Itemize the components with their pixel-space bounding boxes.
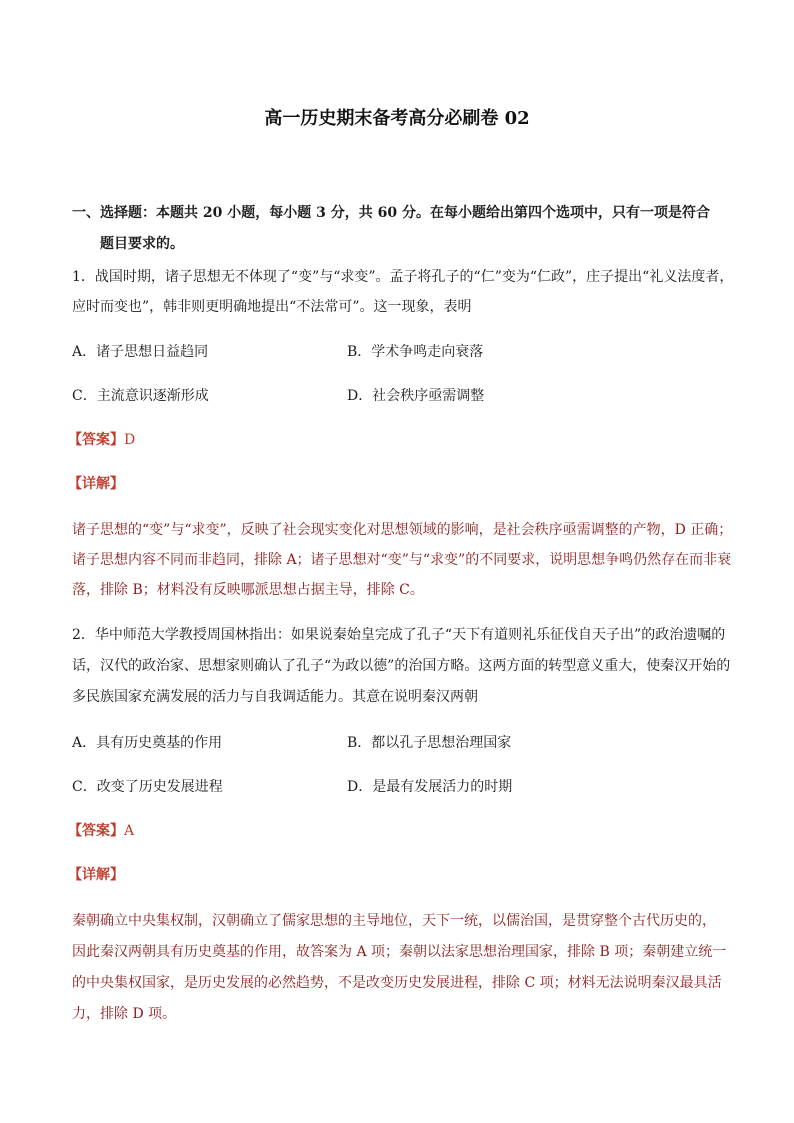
option-d: D．社会秩序亟需调整 bbox=[347, 388, 485, 404]
answer-row bbox=[68, 429, 135, 449]
answer-label: 【答案】 bbox=[68, 823, 124, 839]
question-stem-line: 1．战国时期，诸子思想无不体现了“变”与“求变”。孟子将孔子的“仁”变为“仁政”，庄子提出“礼义法度者， bbox=[72, 269, 734, 285]
explanation-line: 诸子思想内容不同而非趋同，排除 A；诸子思想对“变”与“求变”的不同要求，说明思想争鸣仍然存在而非衰 bbox=[72, 552, 732, 568]
question-stem-line: 话，汉代的政治家、思想家则确认了孔子“为政以德”的治国方略。这两方面的转型意义重大，使秦汉开始的 bbox=[72, 658, 731, 674]
detail-label: 【详解】 bbox=[68, 867, 124, 883]
explanation-line: 力，排除 D 项。 bbox=[72, 1006, 177, 1022]
option-b: B．都以孔子思想治理国家 bbox=[347, 735, 512, 751]
section-instruction-line-2: 题目要求的。 bbox=[100, 236, 184, 252]
answer-label: 【答案】 bbox=[68, 432, 124, 448]
option-a: A．诸子思想日益趋同 bbox=[72, 344, 209, 360]
explanation-line: 的中央集权国家，是历史发展的必然趋势，不是改变历史发展进程，排除 C 项；材料无法说明秦汉最具活 bbox=[72, 975, 722, 991]
question-stem-line: 应时而变也”，韩非则更明确地提出“不法常可”。这一现象，表明 bbox=[72, 299, 472, 315]
explanation-line: 落，排除 B；材料没有反映哪派思想占据主导，排除 C。 bbox=[72, 582, 424, 598]
option-d: D．是最有发展活力的时期 bbox=[347, 779, 513, 795]
detail-label: 【详解】 bbox=[68, 476, 124, 492]
question-stem-line: 2．华中师范大学教授周国林指出：如果说秦始皇完成了孔子“天下有道则礼乐征伐自天子出”的政治遗嘱的 bbox=[72, 627, 726, 643]
section-instruction-line-1: 一、选择题：本题共 20 小题，每小题 3 分，共 60 分。在每小题给出第四个选项中，只有一项是符合 bbox=[72, 205, 710, 221]
option-b: B．学术争鸣走向衰落 bbox=[347, 344, 484, 360]
option-a: A．具有历史奠基的作用 bbox=[72, 735, 223, 751]
answer-value: D bbox=[124, 432, 136, 448]
question-stem-line: 多民族国家充满发展的活力与自我调适能力。其意在说明秦汉两朝 bbox=[72, 689, 478, 705]
option-c: C．改变了历史发展进程 bbox=[72, 779, 223, 795]
explanation-line: 诸子思想的“变”与“求变”，反映了社会现实变化对思想领域的影响，是社会秩序亟需调整的产物，D 正确； bbox=[72, 522, 733, 538]
explanation-line: 秦朝确立中央集权制，汉朝确立了儒家思想的主导地位，天下一统，以儒治国，是贯穿整个古代历史的， bbox=[72, 913, 716, 929]
answer-value: A bbox=[124, 823, 135, 839]
explanation-line: 因此秦汉两朝具有历史奠基的作用，故答案为 A 项；秦朝以法家思想治理国家，排除 B 项；秦朝建立统一 bbox=[72, 944, 727, 960]
page-title: 高一历史期末备考高分必刷卷 02 bbox=[264, 108, 530, 129]
answer-row bbox=[68, 820, 134, 840]
option-c: C．主流意识逐渐形成 bbox=[72, 388, 209, 404]
